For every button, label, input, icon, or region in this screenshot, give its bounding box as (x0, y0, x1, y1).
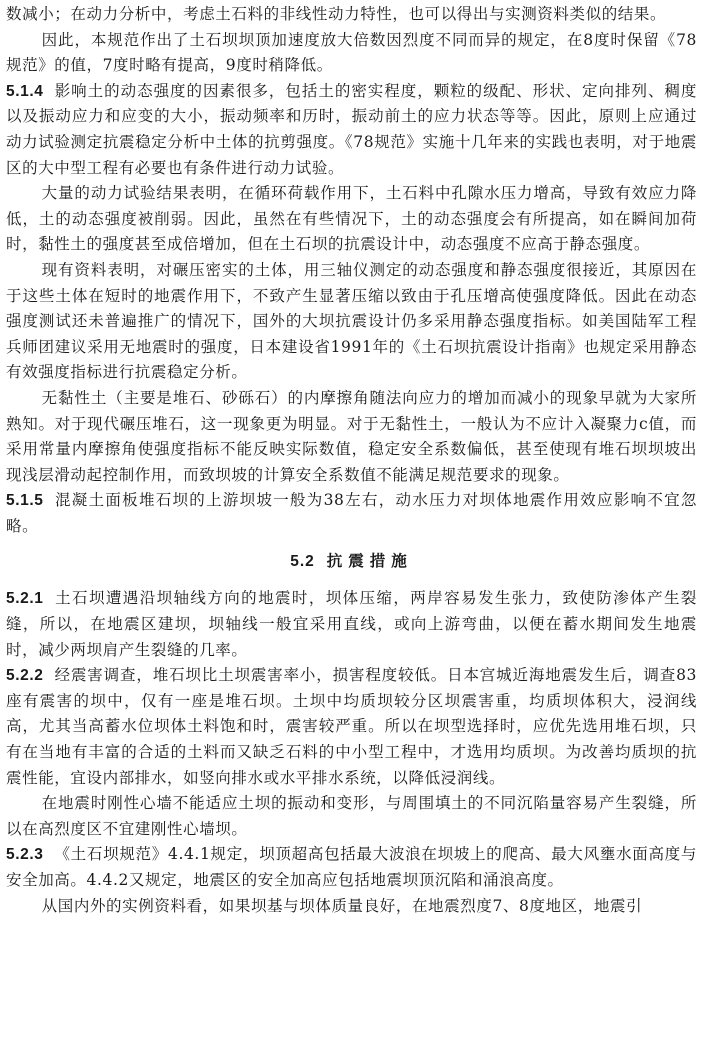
paragraph-text: 无黏性土（主要是堆石、砂砾石）的内摩擦角随法向应力的增加而减小的现象早就为大家所熟知。对于现代碾压堆石，这一现象更为明显。对于无黏性土，一般认为不应计入凝聚力c值，而采用常量内摩擦角使强度指标不能反映实际数值，稳定安全系数偏低，甚至使现有堆石坝坝坡出现浅层滑动起控制作用，而致坝坡的计算安全系数值不能满足规范要求的现象。 (6, 388, 697, 484)
paragraph-text: 混凝土面板堆石坝的上游坝坡一般为38左右，动水压力对坝体地震作用效应影响不宜忽略。 (6, 491, 697, 535)
paragraph-text: 因此，本规范作出了土石坝坝顶加速度放大倍数因烈度不同而异的规定，在8度时保留《78规范》的值，7度时略有提高，9度时稍降低。 (6, 30, 697, 75)
clause-paragraph (6, 488, 697, 539)
body-paragraph (6, 181, 697, 258)
body-paragraph (6, 28, 697, 79)
paragraph-text: 《土石坝规范》4.4.1规定，坝顶超高包括最大波浪在坝坡上的爬高、最大风壅水面高度与安全加高。4.4.2又规定，地震区的安全加高应包括地震坝顶沉陷和涌浪高度。 (6, 845, 697, 889)
clause-paragraph (6, 79, 697, 181)
clause-number: 5.2.1 (6, 590, 44, 608)
paragraph-text: 影响土的动态强度的因素很多，包括土的密实程度，颗粒的级配、形状、定向排列、稠度以及振动应力和应变的大小，振动频率和历时，振动前土的应力状态等等。因此，原则上应通过动力试验测定抗震稳定分析中土体的抗剪强度。《78规范》实施十几年来的实践也表明，对于地震区的大中型工程有必要也有条件进行动力试验。 (6, 81, 697, 177)
clause-number: 5.1.4 (6, 82, 44, 100)
paragraph-text: 数减小；在动力分析中，考虑土石料的非线性动力特性，也可以得出与实测资料类似的结果。 (6, 5, 667, 23)
paragraph-text: 大量的动力试验结果表明，在循环荷载作用下，土石料中孔隙水压力增高，导致有效应力降低，土的动态强度被削弱。因此，虽然在有些情况下，土的动态强度会有所提高，如在瞬间加荷时，黏性土的强度甚至成倍增加，但在土石坝的抗震设计中，动态强度不应高于静态强度。 (6, 184, 697, 254)
paragraph-text: 从国内外的实例资料看，如果坝基与坝体质量良好，在地震烈度7、8度地区，地震引 (41, 896, 643, 915)
clause-number: 5.2.2 (6, 667, 44, 685)
paragraph-text: 在地震时刚性心墙不能适应土坝的振动和变形，与周围填土的不同沉陷量容易产生裂缝，所以在高烈度区不宜建刚性心墙坝。 (6, 794, 697, 838)
body-paragraph (6, 2, 697, 28)
clause-paragraph (6, 842, 697, 893)
clause-number: 5.1.5 (6, 492, 44, 510)
body-paragraph (6, 386, 697, 488)
section-5-2 (6, 586, 697, 919)
section-5-1-continued (6, 2, 697, 539)
body-paragraph (6, 791, 697, 842)
section-heading (6, 549, 697, 574)
section-title: 抗震措施 (326, 551, 413, 571)
paragraph-text: 土石坝遭遇沿坝轴线方向的地震时，坝体压缩，两岸容易发生张力，致使防渗体产生裂缝，所以，在地震区建坝，坝轴线一般宜采用直线，或向上游弯曲，以便在蓄水期间发生地震时，减少两坝肩产生裂缝的几率。 (6, 589, 697, 659)
clause-paragraph (6, 586, 697, 663)
body-paragraph (6, 894, 697, 920)
body-paragraph (6, 258, 697, 386)
paragraph-text: 经震害调查，堆石坝比土坝震害率小，损害程度较低。日本宫城近海地震发生后，调查83座有震害的坝中，仅有一座是堆石坝。土坝中均质坝较分区坝震害重，均质坝体积大，浸润线高，尤其当高蓄水位坝体土料饱和时，震害较严重。所以在坝型选择时，应优先选用堆石坝，只有在当地有丰富的合适的土料而又缺乏石料的中小型工程中，才选用均质坝。为改善均质坝的抗震性能，宜设内部排水，如竖向排水或水平排水系统，以降低浸润线。 (6, 666, 697, 787)
section-number: 5.2 (290, 553, 315, 571)
clause-paragraph (6, 663, 697, 791)
paragraph-text: 现有资料表明，对碾压密实的土体，用三轴仪测定的动态强度和静态强度很接近，其原因在于这些土体在短时的地震作用下，不致产生显著压缩以致由于孔压增高使强度降低。因此在动态强度测试还未普遍推广的情况下，国外的大坝抗震设计仍多采用静态强度指标。如美国陆军工程兵师团建议采用无地震时的强度，日本建设省1991年的《土石坝抗震设计指南》也规定采用静态有效强度指标进行抗震稳定分析。 (6, 260, 697, 382)
clause-number: 5.2.3 (6, 846, 44, 864)
